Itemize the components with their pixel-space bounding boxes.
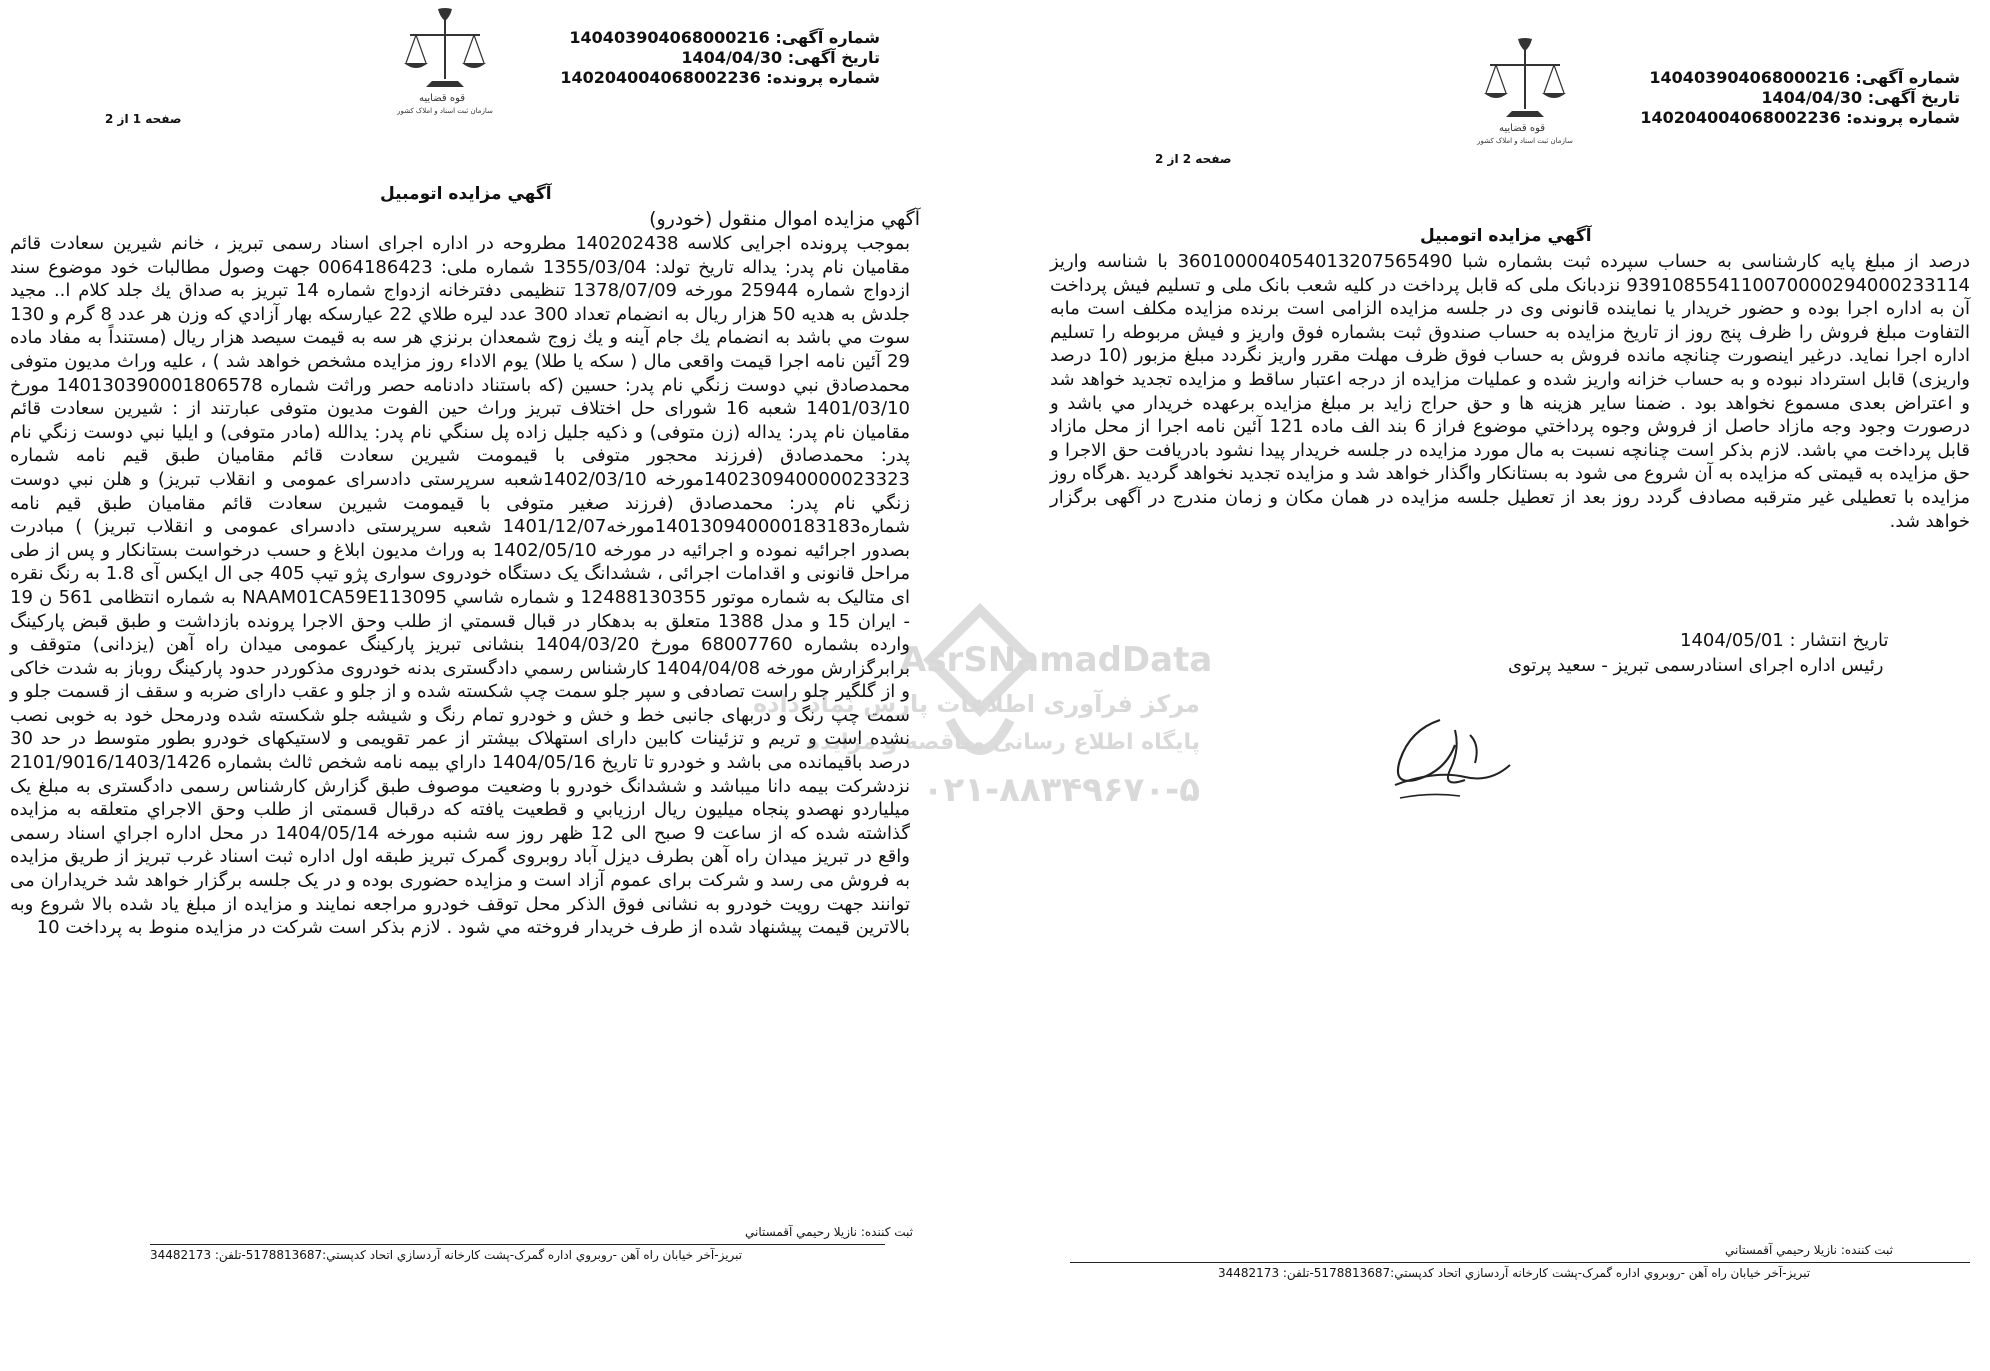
handwritten-signature — [1380, 700, 1520, 810]
notice-page-2 — [1020, 0, 1990, 1371]
notice-date: تاریخ آگهی: 1404/04/30 — [1761, 88, 1960, 107]
footer-divider — [1070, 1262, 1970, 1263]
watermark-phone: ۰۲۱-۸۸۳۴۹۶۷۰-۵ — [922, 770, 1200, 810]
watermark-line-2: پایگاه اطلاع رسانی مناقصه و مزایده — [807, 730, 1200, 755]
notice-number: شماره آگهی: 140403904068000216 — [1649, 68, 1960, 87]
registrar-label: ثبت كننده: نازيلا رحيمي آقمستاني — [745, 1225, 913, 1239]
footer-divider — [150, 1244, 885, 1245]
watermark-brand: AsrSNamadData — [900, 640, 1213, 680]
notice-body: درصد از مبلغ پايه كارشناسی به حساب سپرده ثبت بشماره شبا 360100004054013207565490 با شناسه واريز 939108554110070000294000233114 نزدبانک ملی كه قابل پرداخت در كليه شعب بانک ملی و تسليم فيش پرداخت آن به اداره اجرا بوده و حضور خريدار يا نماينده قانونی وی در جلسه مزايده الزامی است برنده مزايده مكلف است مابه التفاوت مبلغ فروش را ظرف پنج روز از تاريخ مزايده به حساب صندوق ثبت بشماره فوق واريز و فيش مربوطه را تسليم اداره اجرا نمايد. درغير اينصورت چنانچه مانده فروش به حساب فوق ظرف مهلت مقرر واريز نگردد مبلغ مزبور (10 درصد واريزی) قابل استرداد نبوده و به حساب خزانه واريز شده و عمليات مزايده از درجه اعتبار ساقط و مزايده تجديد خواهد شد و اعتراض بعدی مسموع نخواهد بود . ضمنا ساير هزينه ها و حق حراج زايد بر مبلغ مزايده برعهده خريدار مي باشد و درصورت وجود وجه مازاد حاصل از فروش وجوه پرداختي موضوع فراز 6 بند الف ماده 121 آئين نامه اجرا از محل مازاد قابل پرداخت مي باشد. لازم بذكر است چنانچه نسبت به مال مورد مزايده در جلسه خريدار پيدا نشود بادريافت حق الاجرا و حق مزايده به قيمتی كه مزايده به آن شروع می شود به بستانكار واگذار خواهد شد و مزايده تجديد نخواهد گرديد .هرگاه روز مزايده با تعطيلی غير مترقبه مصادف گردد روز بعد از تعطيل جلسه مزايده در همان مكان و زمان مندرج در آگهی برگزار خواهد شد. — [1050, 251, 1971, 532]
notice-meta — [1620, 68, 1960, 128]
file-number: شماره پرونده: 140204004068002236 — [560, 68, 880, 87]
svg-text:سازمان ثبت اسناد و املاک کشور: سازمان ثبت اسناد و املاک کشور — [1477, 137, 1573, 145]
document-title: آگهي مزايده اتومبيل — [1420, 226, 1592, 246]
svg-text:قوه قضاییه: قوه قضاییه — [1498, 123, 1546, 134]
notice-page-1 — [0, 0, 920, 1371]
registrar-label: ثبت كننده: نازيلا رحيمي آقمستاني — [1725, 1243, 1893, 1257]
footer-address: تبريز-آخر خيابان راه آهن -روبروي اداره گمرک-پشت كارخانه آردسازي اتحاد کدپستي:5178813687-تلفن: 34482173 — [150, 1248, 743, 1262]
footer-address: تبريز-آخر خيابان راه آهن -روبروي اداره گمرک-پشت كارخانه آردسازي اتحاد کدپستي:5178813687-تلفن: 34482173 — [1218, 1266, 1811, 1280]
notice-date: تاریخ آگهی: 1404/04/30 — [681, 48, 880, 67]
publish-date: تاريخ انتشار : 1404/05/01 — [1680, 630, 1889, 651]
watermark-line-1: مرکز فرآوری اطلاعات پارس نماد داده — [752, 690, 1200, 718]
page-count: صفحه 2 از 2 — [1155, 152, 1232, 166]
notice-meta — [560, 28, 880, 88]
page-count: صفحه 1 از 2 — [105, 112, 182, 126]
notice-body: بموجب پرونده اجرايی کلاسه 140202438 مطروحه در اداره اجرای اسناد رسمی تبریز ، خانم شيرين سعادت قائم مقاميان نام پدر: يداله تاريخ تولد: 1355/03/04 شماره ملی: 0064186423 جهت وصول مطالبات خود موضوع سند ازدواج شماره 25944 مورخه 1378/07/09 تنظيمی دفترخانه ازدواج شماره 14 تبريز به صداق يك جلد کلام ا.. مجيد جلدش به هديه 50 هزار ريال به انضمام تعداد 300 عدد ليره طلاي 22 عيارسكه بهار آزادي كه وزن هر عدد 8 گرم و 130 سوت مي باشد به انضمام يك جام آينه و يك زوج شمعدان برنزي هر سه به قيمت سيصد هزار ريال (مستنداً به مفاد ماده 29 آئين نامه اجرا قيمت واقعی مال ( سكه يا طلا) يوم الاداء روز مزايده مشخص خواهد شد ) ، عليه وراث مديون متوفی محمدصادق نبي دوست زنگي نام پدر: حسين (كه باستناد دادنامه حصر وراثت شماره 140130390001806578 مورخ 1401/03/10 شعبه 16 شورای حل اختلاف تبريز وراث حين الفوت مديون متوفی عبارتند از : شيرين سعادت قائم مقاميان نام پدر: يداله (زن متوفی) و ذكيه جليل زاده پل سنگي نام پدر: يدالله (مادر متوفی) و ايليا نبي دوست زنگي نام پدر: محمدصادق (فرزند محجور متوفی با قيمومت شيرين سعادت قائم مقاميان طبق قيم نامه شماره 140230940000023323مورخه 1402/03/10شعبه سرپرستی دادسرای عمومی و انقلاب تبريز) و هلن نبي دوست زنگي نام پدر: محمدصادق (فرزند صغير متوفی با قيمومت شيرين سعادت قائم مقاميان طبق قيم نامه شماره140130940000183183مورخه1401/12/07 شعبه سرپرستی دادسرای عمومی و انقلاب تبريز) ) مبادرت بصدور اجرائيه نموده و اجرائيه در مورخه 1402/05/10 به وراث مديون ابلاغ و حسب درخواست بستانكار و پس از طی مراحل قانونی و اقدامات اجرائی ، ششدانگ يک دستگاه خودروی سواری پژو تيپ 405 جی ال ايكس آی 1.8 به رنگ نقره ای متاليک به شماره موتور 12488130355 و شماره شاسي NAAM01CA59E113095 به شماره انتظامی 561 ن 19 - ايران 15 و مدل 1388 متعلق به بدهكار در قبال قسمتي از طلب وحق الاجرا پرونده بازداشت و طبق قبض پاركينگ وارده بشماره 68007760 مورخ 1404/03/20 بنشانی تبريز پاركينگ عمومی ميدان راه آهن (يزدانی) متوقف و برابرگزارش مورخه 1404/04/08 کارشناس رسمي دادگستری بدنه خودروی مذكوردر حدود پاركينگ روباز به شدت خاكی و از گلگير جلو راست تصادفی و سپر جلو سمت چپ شكسته شده و از جلو و عقب دارای ضربه و سقف از قسمت جلو و سمت چپ رنگ و دربهای جانبی خط و خش و خودرو تمام رنگ و شيشه جلو شكسته شده ودرمحل خود به خوبی نصب نشده است و تريم و تزئينات كابين دارای استهلاک بيشتر از عمر تقويمی و لاستيكهای خودرو بطور متوسط در حد 30 درصد باقيمانده می باشد و خودرو تا تاريخ 1404/05/16 داراي بيمه نامه شخص ثالث بشماره 2101/9016/1403/1426 نزدشركت بيمه دانا ميباشد و ششدانگ خودرو با وضعيت موصوف طبق گزارش كارشناس رسمی دادگستری به مبلغ يک ميلياردو نهصدو پنجاه ميليون ريال ارزيابي و قطعيت يافته كه درقبال قسمتی از طلب وحق الاجراي متعلقه به مزايده گذاشته شده كه از ساعت 9 صبح الی 12 ظهر روز سه شنبه مورخه 1404/05/14 در محل اداره اجراي اسناد رسمی واقع در تبريز ميدان راه آهن بطرف ديزل آباد روبروی گمرک تبريز طبقه اول اداره ثبت اسناد غرب تبريز از طريق مزايده به فروش می رسد و شركت برای عموم آزاد است و مزايده حضوری بوده و در يک جلسه برگزار خواهد شد خريداران می توانند جهت رويت خودرو به نشانی فوق الذكر محل توقف خودرو مراجعه نمايند و مزايده از مبلغ ياد شده بالا شروع وبه بالاترين قيمت پيشنهاد شده از طرف خريدار فروخته مي شود . لازم بذكر است شركت در مزايده منوط به پرداخت 10 — [10, 233, 911, 939]
document-title: آگهي مزايده اتومبيل — [380, 184, 552, 204]
signer-name: رئيس اداره اجرای اسنادرسمی تبريز - سعيد پرتوی — [1508, 655, 1884, 676]
document-subtitle: آگهي مزايده اموال منقول (خودرو) — [649, 208, 920, 230]
judiciary-emblem-icon — [1460, 35, 1590, 145]
svg-text:سازمان ثبت اسناد و املاک کشور: سازمان ثبت اسناد و املاک کشور — [397, 107, 493, 115]
judiciary-emblem-icon — [380, 5, 510, 115]
notice-number: شماره آگهی: 140403904068000216 — [569, 28, 880, 47]
file-number: شماره پرونده: 140204004068002236 — [1640, 108, 1960, 127]
svg-text:قوه قضاییه: قوه قضاییه — [418, 93, 466, 104]
